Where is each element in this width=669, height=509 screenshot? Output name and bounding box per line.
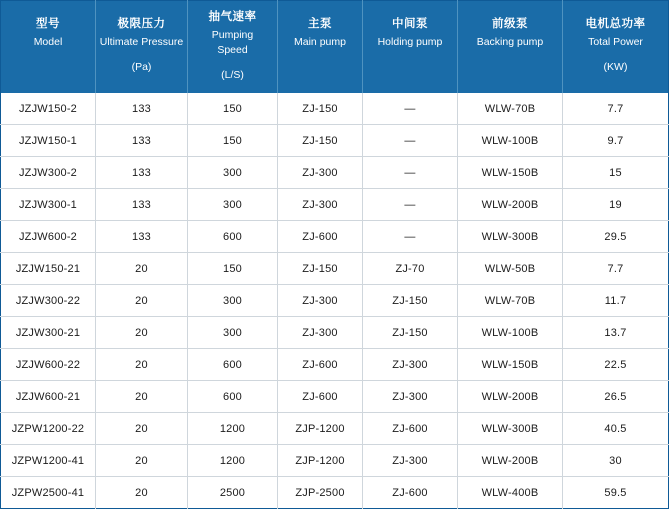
column-header-model-cn: 型号 xyxy=(36,18,60,31)
cell-main-pump: ZJP-2500 xyxy=(278,477,363,509)
cell-main-pump: ZJ-150 xyxy=(278,125,363,157)
cell-ultimate-pressure: 133 xyxy=(96,125,188,157)
table-row xyxy=(1,93,669,125)
table-row xyxy=(1,477,669,509)
column-header-holding-pump-cn: 中间泵 xyxy=(392,18,428,31)
cell-ultimate-pressure: 20 xyxy=(96,253,188,285)
cell-ultimate-pressure: 20 xyxy=(96,349,188,381)
cell-pumping-speed: 600 xyxy=(188,349,278,381)
cell-model: JZJW600-22 xyxy=(1,349,96,381)
cell-holding-pump: ZJ-70 xyxy=(363,253,458,285)
column-header-pumping-speed-cn: 抽气速率 xyxy=(208,10,257,23)
cell-pumping-speed: 300 xyxy=(188,317,278,349)
table-header xyxy=(1,1,669,94)
cell-holding-pump: ZJ-150 xyxy=(363,285,458,317)
cell-backing-pump: WLW-70B xyxy=(458,285,563,317)
cell-main-pump: ZJ-300 xyxy=(278,317,363,349)
cell-model: JZJW150-21 xyxy=(1,253,96,285)
cell-pumping-speed: 2500 xyxy=(188,477,278,509)
cell-pumping-speed: 600 xyxy=(188,381,278,413)
table-row xyxy=(1,157,669,189)
table-row xyxy=(1,285,669,317)
cell-holding-pump: ZJ-600 xyxy=(363,413,458,445)
column-header-pumping-speed-en: Pumping xyxy=(211,28,254,41)
cell-pumping-speed: 300 xyxy=(188,285,278,317)
cell-pumping-speed: 150 xyxy=(188,93,278,125)
cell-model: JZJW150-2 xyxy=(1,93,96,125)
column-header-backing-pump xyxy=(458,1,563,94)
cell-pumping-speed: 300 xyxy=(188,189,278,221)
cell-pumping-speed: 1200 xyxy=(188,413,278,445)
cell-main-pump: ZJ-300 xyxy=(278,157,363,189)
cell-model: JZJW300-22 xyxy=(1,285,96,317)
column-header-total-power xyxy=(563,1,669,94)
cell-ultimate-pressure: 20 xyxy=(96,317,188,349)
cell-backing-pump: WLW-300B xyxy=(458,413,563,445)
cell-ultimate-pressure: 133 xyxy=(96,93,188,125)
cell-ultimate-pressure: 20 xyxy=(96,477,188,509)
cell-total-power: 13.7 xyxy=(563,317,669,349)
cell-model: JZJW600-21 xyxy=(1,381,96,413)
column-header-main-pump-en: Main pump xyxy=(294,36,346,49)
cell-pumping-speed: 600 xyxy=(188,221,278,253)
cell-total-power: 30 xyxy=(563,445,669,477)
cell-backing-pump: WLW-200B xyxy=(458,381,563,413)
cell-model: JZPW2500-41 xyxy=(1,477,96,509)
cell-main-pump: ZJ-600 xyxy=(278,349,363,381)
cell-total-power: 19 xyxy=(563,189,669,221)
cell-total-power: 7.7 xyxy=(563,253,669,285)
cell-model: JZPW1200-22 xyxy=(1,413,96,445)
cell-ultimate-pressure: 20 xyxy=(96,381,188,413)
cell-backing-pump: WLW-100B xyxy=(458,317,563,349)
column-header-pumping-speed-unit: (L/S) xyxy=(221,68,244,81)
cell-model: JZJW300-21 xyxy=(1,317,96,349)
table-row xyxy=(1,317,669,349)
cell-pumping-speed: 300 xyxy=(188,157,278,189)
cell-backing-pump: WLW-150B xyxy=(458,157,563,189)
cell-backing-pump: WLW-70B xyxy=(458,93,563,125)
cell-ultimate-pressure: 133 xyxy=(96,221,188,253)
column-header-holding-pump-en: Holding pump xyxy=(377,36,443,49)
column-header-total-power-cn: 电机总功率 xyxy=(585,18,646,31)
table-body xyxy=(1,93,669,509)
column-header-model xyxy=(1,1,96,94)
cell-ultimate-pressure: 20 xyxy=(96,445,188,477)
cell-ultimate-pressure: 133 xyxy=(96,189,188,221)
cell-model: JZJW300-1 xyxy=(1,189,96,221)
column-header-total-power-en: Total Power xyxy=(588,36,643,49)
cell-main-pump: ZJ-600 xyxy=(278,381,363,413)
table-row xyxy=(1,413,669,445)
cell-main-pump: ZJ-150 xyxy=(278,253,363,285)
cell-pumping-speed: 150 xyxy=(188,253,278,285)
column-header-ultimate-pressure-unit: (Pa) xyxy=(131,61,152,74)
column-header-main-pump xyxy=(278,1,363,94)
cell-backing-pump: WLW-300B xyxy=(458,221,563,253)
cell-total-power: 26.5 xyxy=(563,381,669,413)
cell-holding-pump: ZJ-300 xyxy=(363,445,458,477)
cell-pumping-speed: 1200 xyxy=(188,445,278,477)
cell-total-power: 9.7 xyxy=(563,125,669,157)
cell-holding-pump: — xyxy=(363,189,458,221)
column-header-model-en: Model xyxy=(33,36,63,49)
cell-main-pump: ZJ-300 xyxy=(278,189,363,221)
cell-holding-pump: — xyxy=(363,157,458,189)
table-row xyxy=(1,253,669,285)
column-header-main-pump-cn: 主泵 xyxy=(308,18,332,31)
cell-holding-pump: ZJ-300 xyxy=(363,349,458,381)
cell-main-pump: ZJ-300 xyxy=(278,285,363,317)
column-header-backing-pump-cn: 前级泵 xyxy=(492,18,528,31)
table-row xyxy=(1,125,669,157)
table-row xyxy=(1,189,669,221)
table-row xyxy=(1,445,669,477)
cell-total-power: 40.5 xyxy=(563,413,669,445)
cell-main-pump: ZJ-150 xyxy=(278,93,363,125)
cell-model: JZJW150-1 xyxy=(1,125,96,157)
cell-total-power: 59.5 xyxy=(563,477,669,509)
cell-main-pump: ZJP-1200 xyxy=(278,413,363,445)
cell-model: JZJW600-2 xyxy=(1,221,96,253)
cell-backing-pump: WLW-150B xyxy=(458,349,563,381)
column-header-ultimate-pressure xyxy=(96,1,188,94)
column-header-pumping-speed xyxy=(188,1,278,94)
cell-main-pump: ZJP-1200 xyxy=(278,445,363,477)
cell-total-power: 11.7 xyxy=(563,285,669,317)
cell-holding-pump: — xyxy=(363,221,458,253)
cell-holding-pump: ZJ-150 xyxy=(363,317,458,349)
cell-total-power: 15 xyxy=(563,157,669,189)
cell-holding-pump: ZJ-300 xyxy=(363,381,458,413)
cell-total-power: 22.5 xyxy=(563,349,669,381)
cell-backing-pump: WLW-200B xyxy=(458,445,563,477)
column-header-ultimate-pressure-cn: 极限压力 xyxy=(117,18,166,31)
cell-backing-pump: WLW-50B xyxy=(458,253,563,285)
column-header-backing-pump-en: Backing pump xyxy=(476,36,544,49)
table-row xyxy=(1,349,669,381)
cell-backing-pump: WLW-200B xyxy=(458,189,563,221)
cell-total-power: 29.5 xyxy=(563,221,669,253)
column-header-ultimate-pressure-en: Ultimate Pressure xyxy=(99,36,184,49)
column-header-total-power-unit: (KW) xyxy=(603,61,628,74)
cell-holding-pump: — xyxy=(363,93,458,125)
column-header-holding-pump xyxy=(363,1,458,94)
column-header-pumping-speed-en2: Speed xyxy=(217,43,248,56)
cell-holding-pump: ZJ-600 xyxy=(363,477,458,509)
cell-pumping-speed: 150 xyxy=(188,125,278,157)
table-row xyxy=(1,381,669,413)
cell-ultimate-pressure: 20 xyxy=(96,413,188,445)
cell-model: JZJW300-2 xyxy=(1,157,96,189)
table-row xyxy=(1,221,669,253)
cell-backing-pump: WLW-400B xyxy=(458,477,563,509)
cell-model: JZPW1200-41 xyxy=(1,445,96,477)
cell-backing-pump: WLW-100B xyxy=(458,125,563,157)
cell-ultimate-pressure: 20 xyxy=(96,285,188,317)
table-header-row xyxy=(1,1,669,94)
cell-total-power: 7.7 xyxy=(563,93,669,125)
cell-ultimate-pressure: 133 xyxy=(96,157,188,189)
cell-main-pump: ZJ-600 xyxy=(278,221,363,253)
cell-holding-pump: — xyxy=(363,125,458,157)
